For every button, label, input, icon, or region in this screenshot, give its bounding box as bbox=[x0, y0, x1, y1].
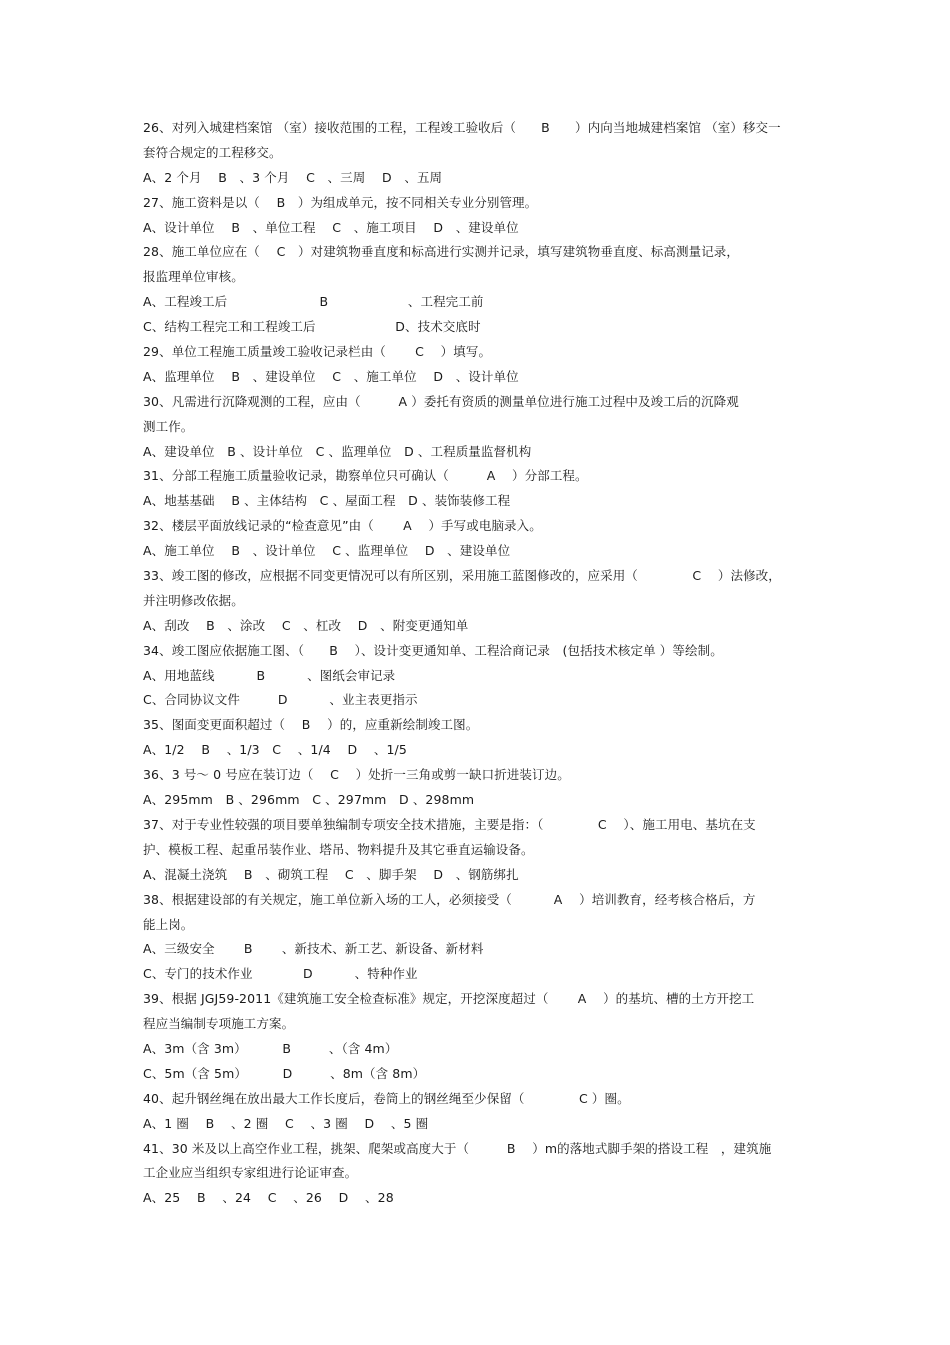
text-line: 40、起升钢丝绳在放出最大工作长度后，卷筒上的钢丝绳至少保留（ C ）圈。 bbox=[143, 1090, 630, 1106]
answer-options: C、合同协议文件 D 、业主表更指示 bbox=[143, 692, 418, 708]
question-list bbox=[143, 116, 808, 1211]
text-line: 28、施工单位应在（ C ）对建筑物垂直度和标高进行实测并记录，填写建筑物垂直度、标高测量记录， bbox=[143, 244, 740, 260]
text-line: 33、竣工图的修改，应根据不同变更情况可以有所区别，采用施工蓝图修改的，应采用（ C ）法修改， bbox=[143, 568, 781, 584]
answer-options: C、结构工程完工和工程竣工后 D、技术交底时 bbox=[143, 319, 481, 335]
text-line: 31、分部工程施工质量验收记录，勘察单位只可确认（ A ）分部工程。 bbox=[143, 468, 588, 484]
answer-options: A、用地蓝线 B 、图纸会审记录 bbox=[143, 667, 396, 683]
text-line: 37、对于专业性较强的项目要单独编制专项安全技术措施，主要是指：（ C ）、施工用电、基坑在支 bbox=[143, 816, 756, 832]
answer-options: A、刮改 B 、涂改 C 、杠改 D 、附变更通知单 bbox=[143, 617, 469, 633]
text-line: 套符合规定的工程移交。 bbox=[143, 144, 282, 160]
answer-options: A、25 B 、24 C 、26 D 、28 bbox=[143, 1190, 394, 1206]
answer-options: C、5m（含 5m） D 、8m（含 8m） bbox=[143, 1065, 426, 1081]
answer-options: A、2 个月 B 、3 个月 C 、三周 D 、五周 bbox=[143, 169, 443, 185]
answer-options: A、1/2 B 、1/3 C 、1/4 D 、1/5 bbox=[143, 742, 407, 758]
answer-options: A、监理单位 B 、建设单位 C 、施工单位 D 、设计单位 bbox=[143, 368, 519, 384]
answer-options: A、三级安全 B 、新技术、新工艺、新设备、新材料 bbox=[143, 941, 484, 957]
text-line: 30、凡需进行沉降观测的工程，应由（ A ）委托有资质的测量单位进行施工过程中及竣工后的沉降观 bbox=[143, 393, 739, 409]
text-line: 并注明修改依据。 bbox=[143, 592, 244, 608]
text-line: 29、单位工程施工质量竣工验收记录栏由（ C ）填写。 bbox=[143, 344, 492, 360]
text-line: 39、根据 JGJ59-2011《建筑施工安全检查标准》规定，开挖深度超过（ A ）的基坑、槽的土方开挖工 bbox=[143, 991, 755, 1007]
text-line: 测工作。 bbox=[143, 418, 194, 434]
answer-options: C、专门的技术作业 D 、特种作业 bbox=[143, 966, 418, 982]
text-line: 26、对列入城建档案馆 （室）接收范围的工程，工程竣工验收后（ B ）内向当地城建档案馆 （室）移交一 bbox=[143, 120, 781, 135]
answer-options: A、设计单位 B 、单位工程 C 、施工项目 D 、建设单位 bbox=[143, 219, 519, 235]
text-line: 32、楼层平面放线记录的“检查意见”由（ A ）手写或电脑录入。 bbox=[143, 518, 542, 534]
text-line: 34、竣工图应依据施工图、（ B ）、设计变更通知单、工程洽商记录 (包括技术核定单 ）等绘制。 bbox=[143, 642, 723, 658]
text-line: 41、30 米及以上高空作业工程，挑架、爬架或高度大于（ B ）m的落地式脚手架的搭设工程 ，建筑施 bbox=[143, 1140, 772, 1156]
answer-options: A、工程竣工后 B 、工程完工前 bbox=[143, 294, 484, 310]
answer-options: A、295mm B 、296mm C 、297mm D 、298mm bbox=[143, 792, 475, 808]
answer-options: A、施工单位 B 、设计单位 C 、监理单位 D 、建设单位 bbox=[143, 543, 511, 559]
answer-options: A、混凝土浇筑 B 、砌筑工程 C 、脚手架 D 、钢筋绑扎 bbox=[143, 866, 519, 882]
text-line: 工企业应当组织专家组进行论证审查。 bbox=[143, 1165, 358, 1181]
text-line: 护、模板工程、起重吊装作业、塔吊、物料提升及其它垂直运输设备。 bbox=[143, 841, 534, 857]
text-line: 程应当编制专项施工方案。 bbox=[143, 1016, 295, 1032]
text-line: 报监理单位审核。 bbox=[143, 269, 244, 285]
text-line: 36、3 号～ 0 号应在装订边（ C ）处折一三角或剪一缺口折进装订边。 bbox=[143, 767, 570, 783]
answer-options: A、1 圈 B 、2 圈 C 、3 圈 D 、5 圈 bbox=[143, 1115, 429, 1131]
answer-options: A、建设单位 B 、设计单位 C 、监理单位 D 、工程质量监督机构 bbox=[143, 443, 532, 459]
answer-options: A、地基基础 B 、主体结构 C 、屋面工程 D 、装饰装修工程 bbox=[143, 493, 511, 509]
text-line: 27、施工资料是以（ B ）为组成单元，按不同相关专业分别管理。 bbox=[143, 194, 538, 210]
answer-options: A、3m（含 3m） B 、（含 4m） bbox=[143, 1040, 398, 1056]
text-line: 35、图面变更面积超过（ B ）的，应重新绘制竣工图。 bbox=[143, 717, 479, 733]
text-line: 能上岗。 bbox=[143, 916, 194, 932]
text-line: 38、根据建设部的有关规定，施工单位新入场的工人，必须接受（ A ）培训教育，经考核合格后，方 bbox=[143, 891, 756, 907]
